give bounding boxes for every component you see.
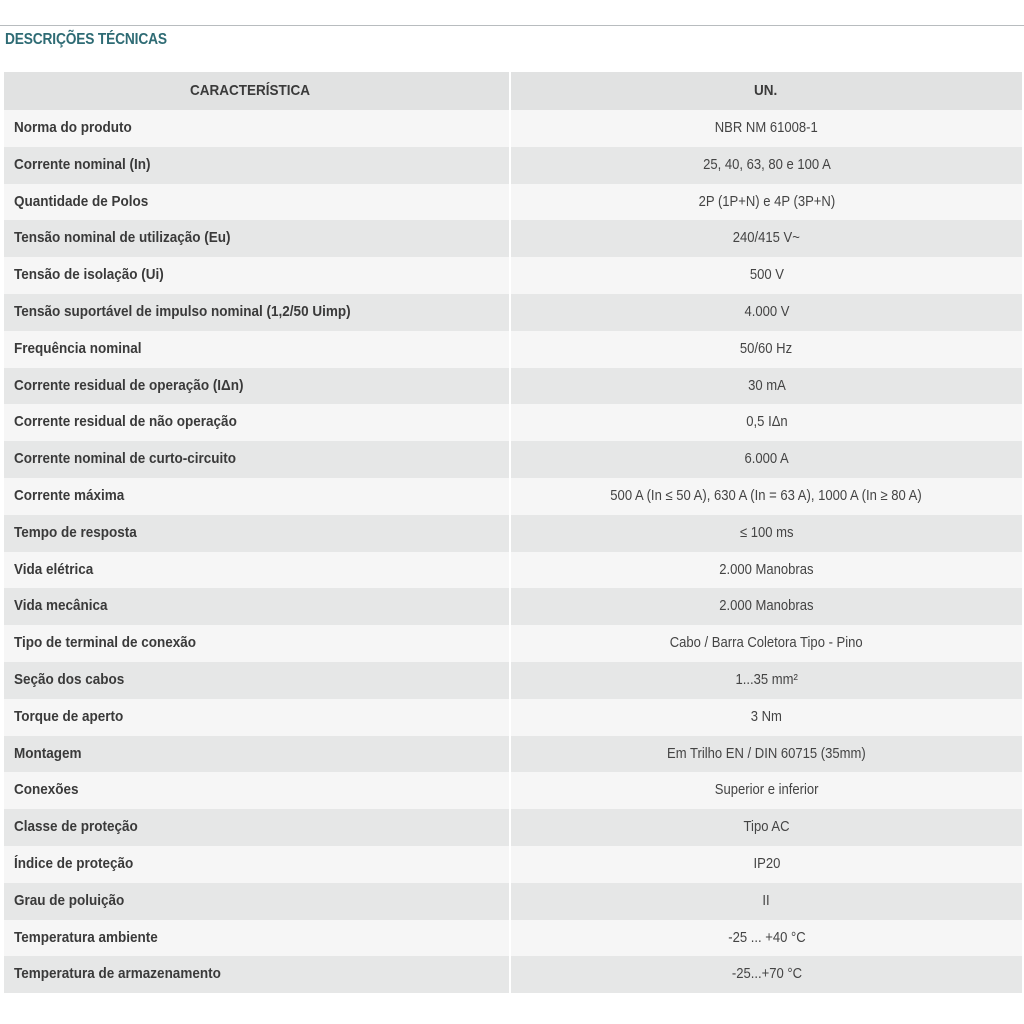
header-row [4,72,1022,110]
table-row [4,920,1022,957]
table-row [4,846,1022,883]
characteristic-cell: Grau de poluição [4,883,510,920]
value-cell: 500 A (In ≤ 50 A), 630 A (In = 63 A), 1000 A (In ≥ 80 A) [510,478,1022,515]
spec-table-header [4,72,1022,110]
value-cell: 1...35 mm² [510,662,1022,699]
characteristic-cell: Tempo de resposta [4,515,510,552]
characteristic-cell: Conexões [4,772,510,809]
characteristic-cell: Tensão de isolação (Ui) [4,257,510,294]
spec-table [4,72,1022,993]
characteristic-cell: Frequência nominal [4,331,510,368]
characteristic-cell: Corrente nominal de curto-circuito [4,441,510,478]
characteristic-cell: Tensão nominal de utilização (Eu) [4,220,510,257]
characteristic-cell: Seção dos cabos [4,662,510,699]
value-cell: Tipo AC [510,809,1022,846]
value-cell: 2.000 Manobras [510,552,1022,589]
table-row [4,184,1022,221]
characteristic-cell: Temperatura ambiente [4,920,510,957]
value-cell: 500 V [510,257,1022,294]
value-cell: ≤ 100 ms [510,515,1022,552]
value-cell: 0,5 IΔn [510,404,1022,441]
value-cell: 6.000 A [510,441,1022,478]
table-row [4,110,1022,147]
characteristic-cell: Corrente residual de não operação [4,404,510,441]
characteristic-cell: Quantidade de Polos [4,184,510,221]
characteristic-cell: Corrente nominal (In) [4,147,510,184]
value-cell: 240/415 V~ [510,220,1022,257]
header-unit: UN. [510,72,1022,110]
table-row [4,699,1022,736]
value-cell: 2.000 Manobras [510,588,1022,625]
table-row [4,772,1022,809]
value-cell: -25...+70 °C [510,956,1022,993]
top-divider [0,25,1024,26]
value-cell: NBR NM 61008-1 [510,110,1022,147]
characteristic-cell: Vida elétrica [4,552,510,589]
characteristic-cell: Vida mecânica [4,588,510,625]
value-cell: 3 Nm [510,699,1022,736]
value-cell: IP20 [510,846,1022,883]
table-row [4,515,1022,552]
characteristic-cell: Índice de proteção [4,846,510,883]
value-cell: 30 mA [510,368,1022,405]
table-row [4,257,1022,294]
characteristic-cell: Tipo de terminal de conexão [4,625,510,662]
value-cell: 25, 40, 63, 80 e 100 A [510,147,1022,184]
table-row [4,331,1022,368]
header-characteristic: CARACTERÍSTICA [4,72,510,110]
value-cell: 50/60 Hz [510,331,1022,368]
table-row [4,220,1022,257]
table-row [4,956,1022,993]
characteristic-cell: Temperatura de armazenamento [4,956,510,993]
table-row [4,662,1022,699]
value-cell: Cabo / Barra Coletora Tipo - Pino [510,625,1022,662]
characteristic-cell: Montagem [4,736,510,773]
section-title: DESCRIÇÕES TÉCNICAS [5,31,167,48]
characteristic-cell: Corrente residual de operação (IΔn) [4,368,510,405]
table-row [4,588,1022,625]
table-row [4,625,1022,662]
table-row [4,736,1022,773]
characteristic-cell: Corrente máxima [4,478,510,515]
value-cell: II [510,883,1022,920]
table-row [4,441,1022,478]
value-cell: 4.000 V [510,294,1022,331]
value-cell: Superior e inferior [510,772,1022,809]
table-row [4,294,1022,331]
characteristic-cell: Torque de aperto [4,699,510,736]
table-row [4,478,1022,515]
table-row [4,404,1022,441]
characteristic-cell: Norma do produto [4,110,510,147]
table-row [4,552,1022,589]
spec-table-body [4,110,1022,993]
table-row [4,147,1022,184]
value-cell: -25 ... +40 °C [510,920,1022,957]
table-row [4,883,1022,920]
value-cell: 2P (1P+N) e 4P (3P+N) [510,184,1022,221]
table-row [4,368,1022,405]
table-row [4,809,1022,846]
characteristic-cell: Tensão suportável de impulso nominal (1,2/50 Uimp) [4,294,510,331]
value-cell: Em Trilho EN / DIN 60715 (35mm) [510,736,1022,773]
characteristic-cell: Classe de proteção [4,809,510,846]
